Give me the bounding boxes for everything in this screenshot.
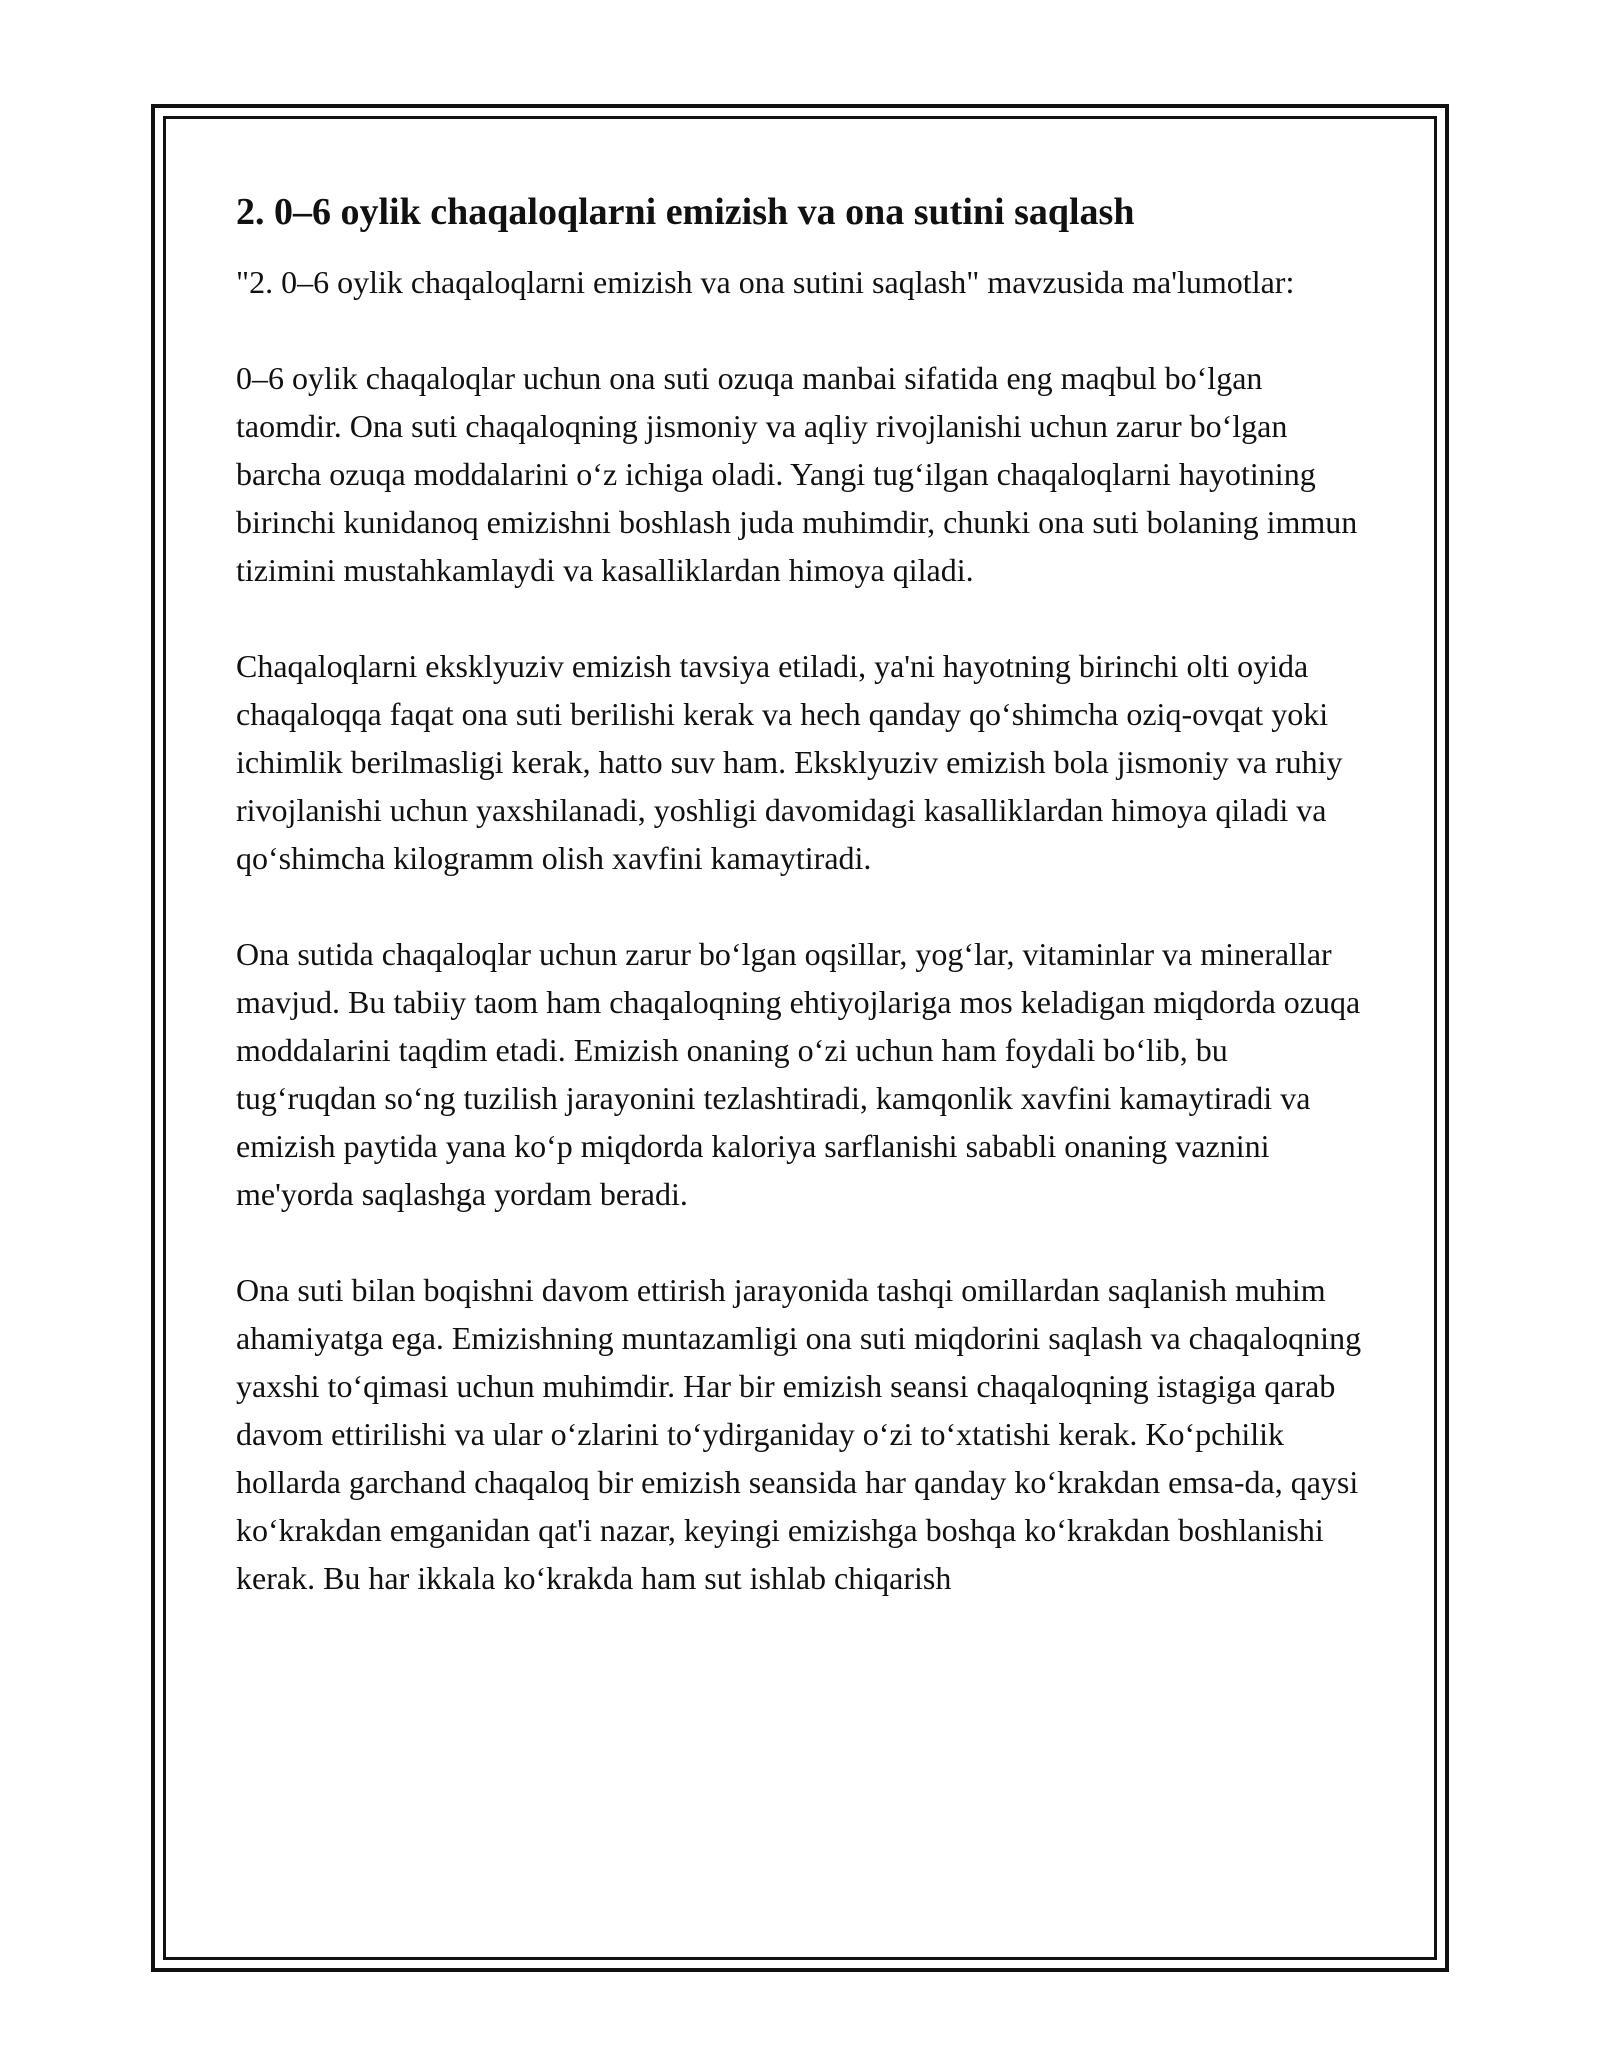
page-title: 2. 0–6 oylik chaqaloqlarni emizish va ona sutini saqlash <box>236 191 1135 233</box>
paragraph-exclusive-breastfeeding: Chaqaloqlarni eksklyuziv emizish tavsiya etiladi, ya'ni hayotning birinchi olti oyida chaqaloqqa faqat ona suti berilishi kerak va hech qanday qo‘shimcha oziq-ovqat yoki ichimlik berilmasligi kerak, hatto suv ham. Eksklyuziv emizish bola jismoniy va ruhiy rivojlanishi uchun yaxshilanadi, yoshligi davomidagi kasalliklardan himoya qiladi va qo‘shimcha kilogramm olish xavfini kamaytiradi. <box>236 647 1343 876</box>
intro-paragraph: "2. 0–6 oylik chaqaloqlarni emizish va ona sutini saqlash" mavzusida ma'lumotlar: <box>236 263 1295 300</box>
paragraph-feeding-regularity: Ona suti bilan boqishni davom ettirish jarayonida tashqi omillardan saqlanish muhim ahamiyatga ega. Emizishning muntazamligi ona suti miqdorini saqlash va chaqaloqning yaxshi to‘qimasi uchun muhimdir. Har bir emizish seansi chaqaloqning istagiga qarab davom ettirilishi va ular o‘zlarini to‘ydirganiday o‘zi to‘xtatishi kerak. Ko‘pchilik hollarda garchand chaqaloq bir emizish seansida har qanday ko‘krakdan emsa-da, qaysi ko‘krakdan emganidan qat'i nazar, keyingi emizishga boshqa ko‘krakdan boshlanishi kerak. Bu har ikkala ko‘krakda ham sut ishlab chiqarish <box>236 1271 1362 1596</box>
paragraph-breast-milk-benefits: 0–6 oylik chaqaloqlar uchun ona suti ozuqa manbai sifatida eng maqbul bo‘lgan taomdir. Ona suti chaqaloqning jismoniy va aqliy rivojlanishi uchun zarur bo‘lgan barcha ozuqa moddalarini o‘z ichiga oladi. Yangi tug‘ilgan chaqaloqlarni hayotining birinchi kunidanoq emizishni boshlash juda muhimdir, chunki ona suti bolaning immun tizimini mustahkamlaydi va kasalliklardan himoya qiladi. <box>236 359 1358 588</box>
document-body <box>236 190 1366 1650</box>
paragraph-nutrients: Ona sutida chaqaloqlar uchun zarur bo‘lgan oqsillar, yog‘lar, vitaminlar va minerallar mavjud. Bu tabiiy taom ham chaqaloqning ehtiyojlariga mos keladigan miqdorda ozuqa moddalarini taqdim etadi. Emizish onaning o‘zi uchun ham foydali bo‘lib, bu tug‘ruqdan so‘ng tuzilish jarayonini tezlashtiradi, kamqonlik xavfini kamaytiradi va emizish paytida yana ko‘p miqdorda kaloriya sarflanishi sababli onaning vaznini me'yorda saqlashga yordam beradi. <box>236 935 1361 1212</box>
